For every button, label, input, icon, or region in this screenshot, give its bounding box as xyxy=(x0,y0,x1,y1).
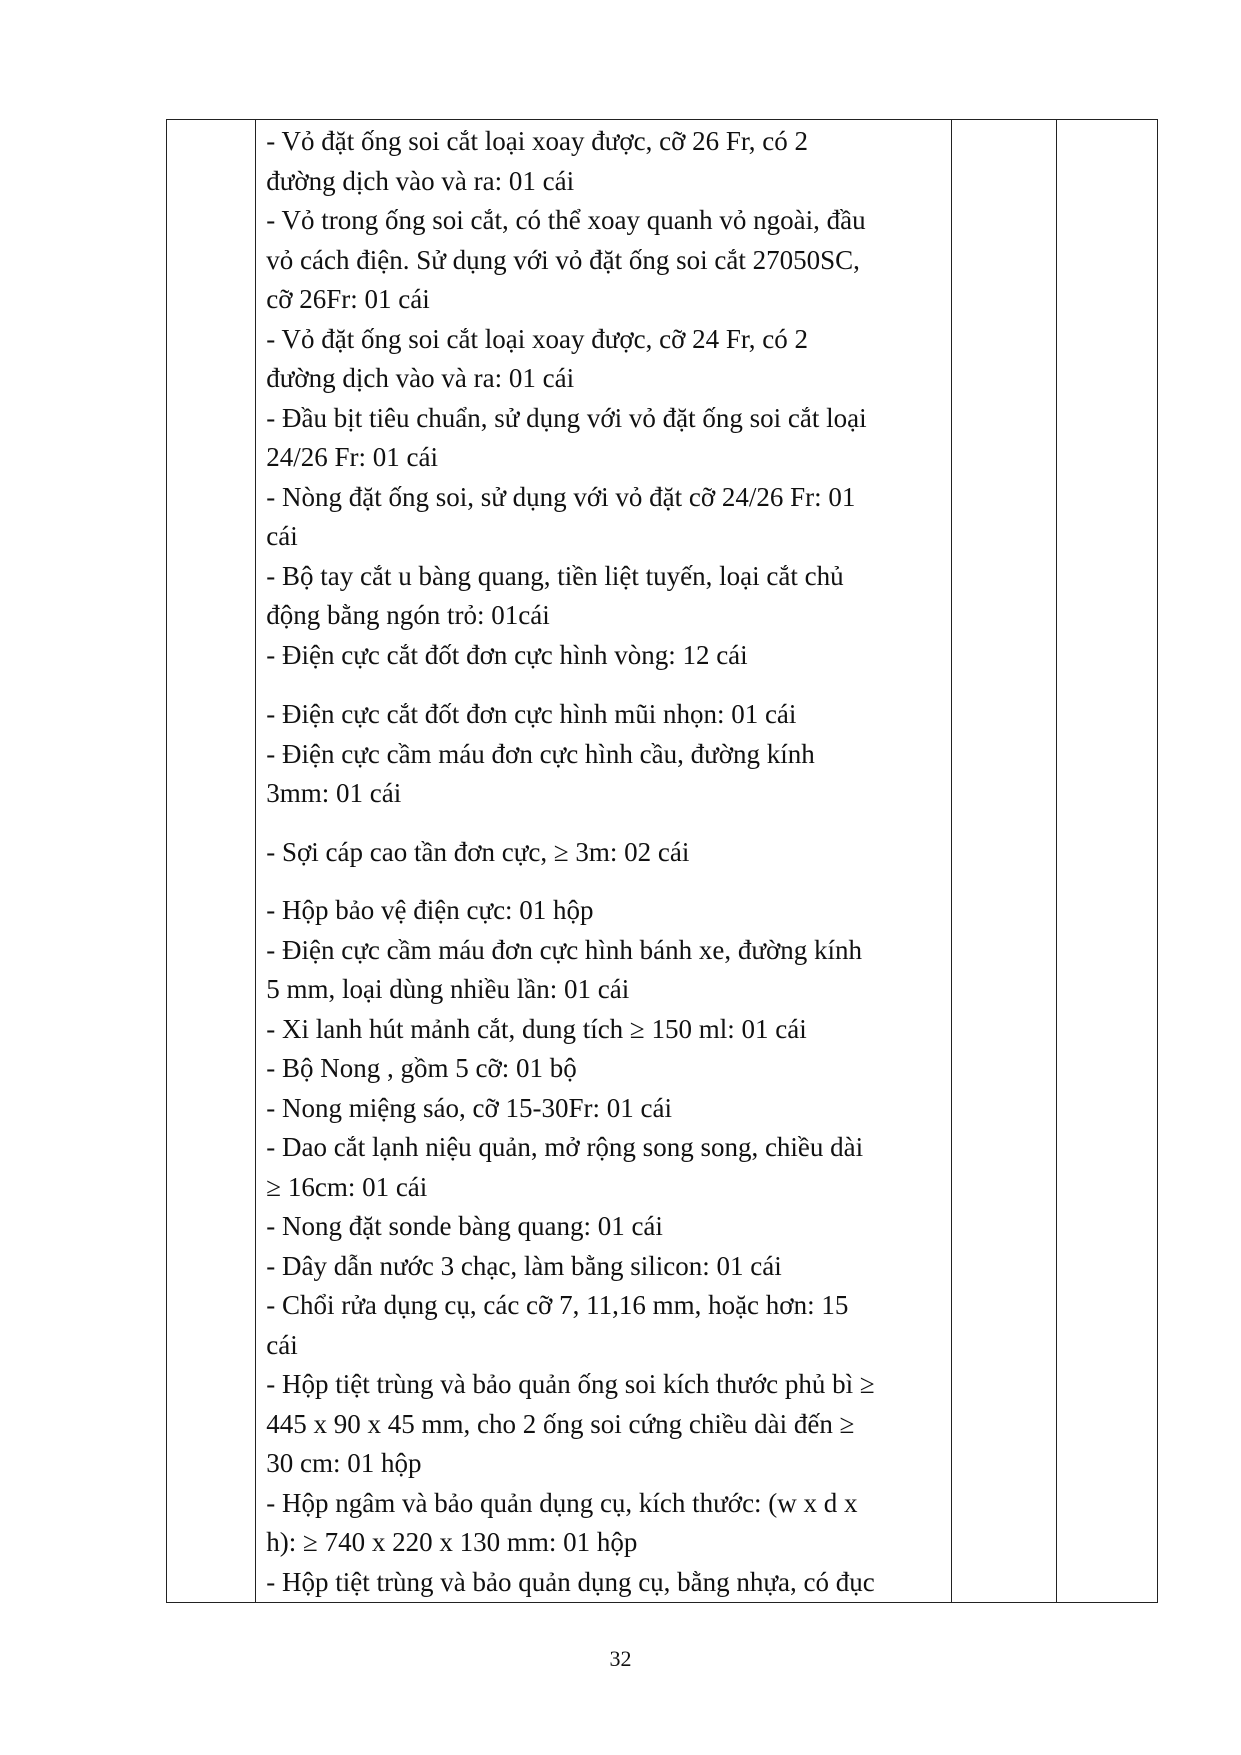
text-line: - Nong đặt sonde bàng quang: 01 cái xyxy=(266,1211,663,1241)
text-line: h): ≥ 740 x 220 x 130 mm: 01 hộp xyxy=(266,1527,638,1557)
text-line: động bằng ngón trỏ: 01cái xyxy=(266,600,550,630)
text-line: - Hộp bảo vệ điện cực: 01 hộp xyxy=(266,895,594,925)
text-line: - Điện cực cắt đốt đơn cực hình mũi nhọn: 01 cái xyxy=(266,699,797,729)
text-line: vỏ cách điện. Sử dụng với vỏ đặt ống soi cắt 27050SC, xyxy=(266,244,860,275)
text-line: - Bộ tay cắt u bàng quang, tiền liệt tuyến, loại cắt chủ xyxy=(266,560,844,591)
text-line: 445 x 90 x 45 mm, cho 2 ống soi cứng chiều dài đến ≥ xyxy=(266,1408,855,1439)
text-line: ≥ 16cm: 01 cái xyxy=(266,1171,428,1202)
text-line: - Sợi cáp cao tần đơn cực, ≥ 3m: 02 cái xyxy=(266,836,690,867)
text-line: cái xyxy=(266,1329,298,1360)
text-line: - Nòng đặt ống soi, sử dụng với vỏ đặt cỡ 24/26 Fr: 01 xyxy=(266,481,856,512)
text-line: - Điện cực cầm máu đơn cực hình bánh xe, đường kính xyxy=(266,934,863,965)
spec-table xyxy=(166,119,1158,1603)
text-line: - Hộp tiệt trùng và bảo quản ống soi kích thước phủ bì ≥ xyxy=(266,1369,875,1399)
text-line: 30 cm: 01 hộp xyxy=(266,1448,422,1478)
unit-cell xyxy=(952,120,1056,1603)
text-line: - Hộp ngâm và bảo quản dụng cụ, kích thước: (w x d x xyxy=(266,1487,858,1518)
text-line: - Dao cắt lạnh niệu quản, mở rộng song song, chiều dài xyxy=(266,1132,864,1162)
text-line: - Vỏ đặt ống soi cắt loại xoay được, cỡ 24 Fr, có 2 xyxy=(266,323,809,354)
text-line: - Điện cực cắt đốt đơn cực hình vòng: 12 cái xyxy=(266,639,748,670)
quantity-cell xyxy=(1056,120,1157,1603)
text-line: - Chổi rửa dụng cụ, các cỡ 7, 11,16 mm, hoặc hơn: 15 xyxy=(266,1290,849,1320)
text-line: - Vỏ đặt ống soi cắt loại xoay được, cỡ 26 Fr, có 2 xyxy=(266,126,809,156)
text-line: 24/26 Fr: 01 cái xyxy=(266,442,438,472)
text-line: - Vỏ trong ống soi cắt, có thể xoay quanh vỏ ngoài, đầu xyxy=(266,205,866,235)
text-line: - Dây dẫn nước 3 chạc, làm bằng silicon: 01 cái xyxy=(266,1250,782,1281)
text-line: - Bộ Nong , gồm 5 cỡ: 01 bộ xyxy=(266,1053,577,1083)
index-cell xyxy=(167,120,256,1603)
table-row xyxy=(167,120,1158,1603)
text-line: - Đầu bịt tiêu chuẩn, sử dụng với vỏ đặt ống soi cắt loại xyxy=(266,402,867,433)
page-number: 32 xyxy=(609,1646,632,1671)
text-line: - Hộp tiệt trùng và bảo quản dụng cụ, bằng nhựa, có đục xyxy=(266,1566,875,1597)
text-line: đường dịch vào và ra: 01 cái xyxy=(266,363,575,393)
text-line: 5 mm, loại dùng nhiều lần: 01 cái xyxy=(266,974,630,1004)
text-line: cái xyxy=(266,521,298,551)
text-line: - Nong miệng sáo, cỡ 15-30Fr: 01 cái xyxy=(266,1092,672,1123)
text-line: cỡ 26Fr: 01 cái xyxy=(266,284,430,314)
text-line: - Điện cực cầm máu đơn cực hình cầu, đường kính xyxy=(266,738,815,769)
text-line: - Xi lanh hút mảnh cắt, dung tích ≥ 150 ml: 01 cái xyxy=(266,1013,807,1044)
text-line: đường dịch vào và ra: 01 cái xyxy=(266,165,575,196)
description-text xyxy=(256,120,941,1602)
text-line: 3mm: 01 cái xyxy=(266,778,402,808)
description-cell xyxy=(256,120,952,1603)
